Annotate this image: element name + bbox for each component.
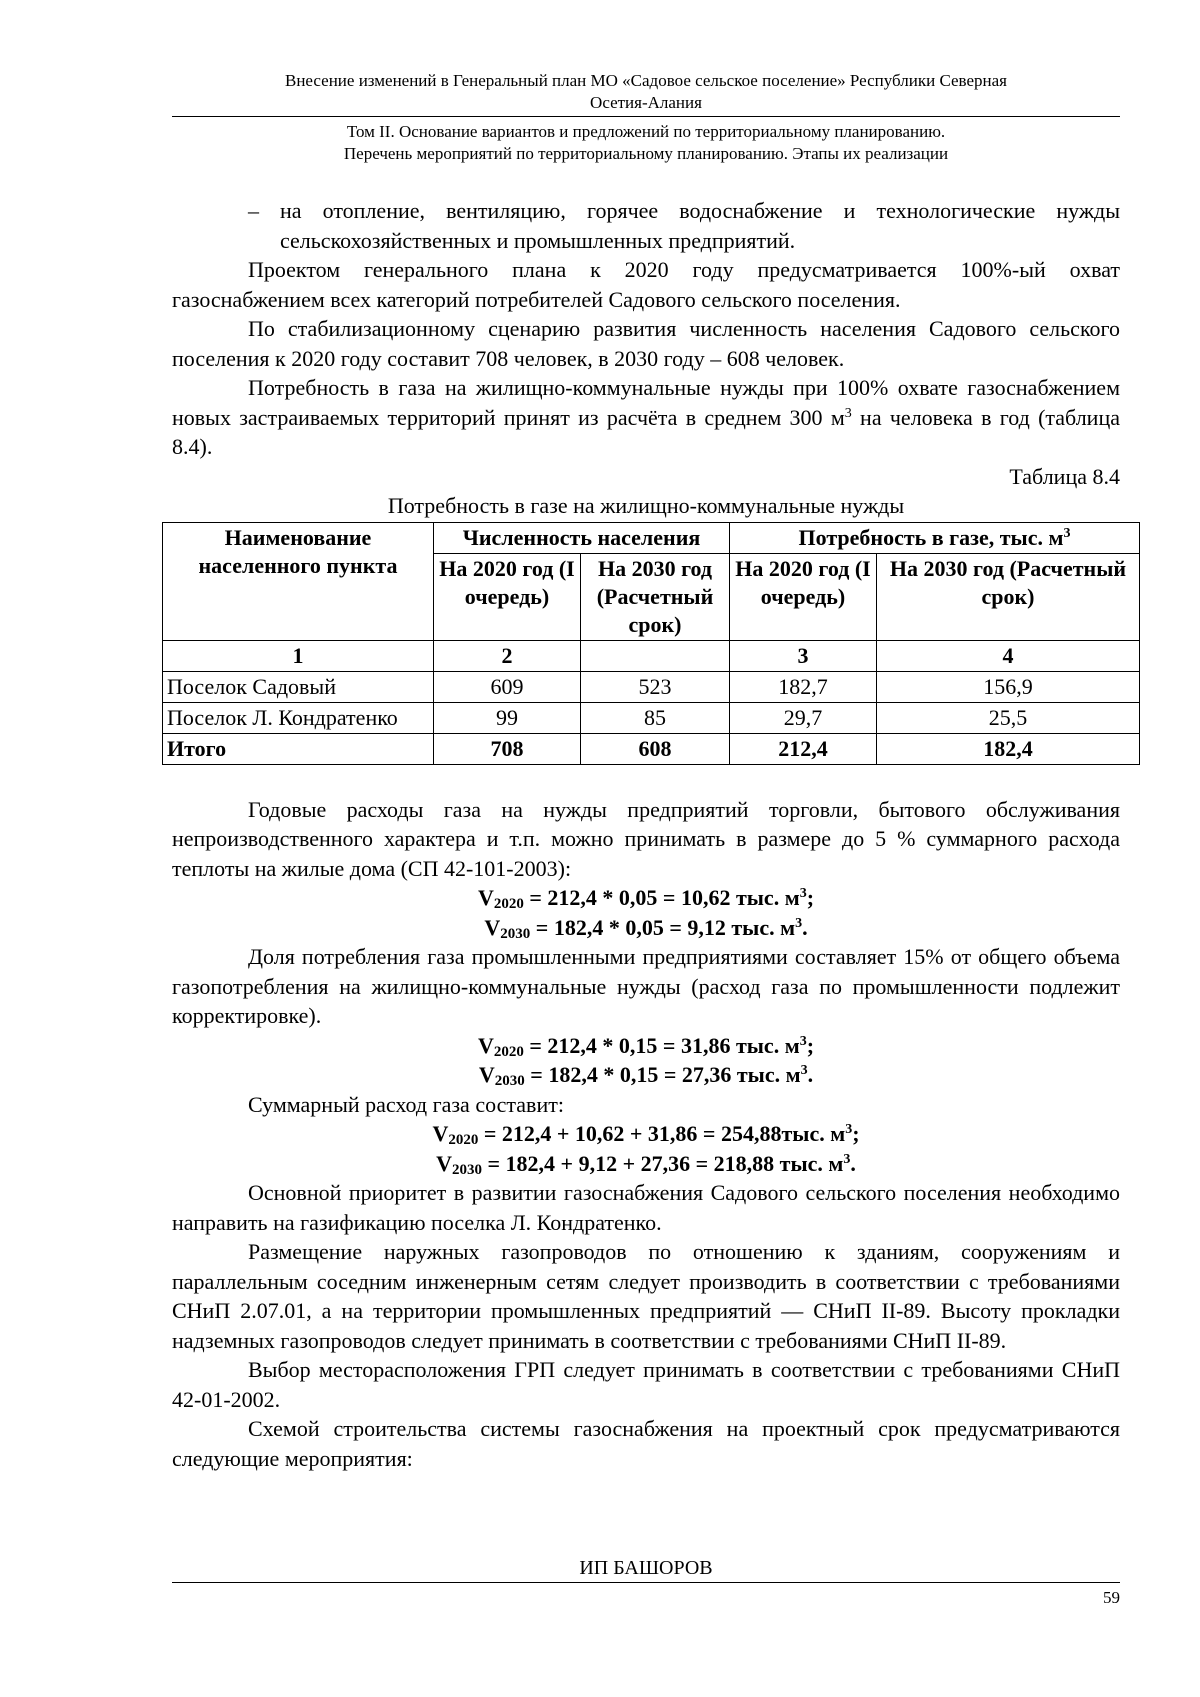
header-line-3: Том II. Основание вариантов и предложений по территориальному планированию. — [346, 122, 946, 141]
formula-5 — [172, 1119, 1120, 1149]
header-gas-2020: На 2020 год (I очередь) — [730, 553, 877, 640]
paragraph-3-sup: 3 — [844, 405, 852, 421]
table-cell: 156,9 — [877, 671, 1140, 702]
formula-sup: 3 — [800, 1063, 808, 1078]
formula-sup: 3 — [845, 1122, 853, 1137]
table-cell: 99 — [434, 702, 581, 733]
table-cell: 182,4 — [877, 733, 1140, 764]
table-total-row — [163, 733, 1140, 764]
table-cell: 609 — [434, 671, 581, 702]
table-cell: 85 — [581, 702, 730, 733]
formula-1 — [172, 883, 1120, 913]
table-row — [163, 671, 1140, 702]
paragraph-6: Суммарный расход газа составит: — [248, 1091, 564, 1117]
table-number-row — [163, 640, 1140, 671]
formula-6 — [172, 1149, 1120, 1179]
table-cell — [581, 640, 730, 671]
page-body — [167, 196, 1127, 1473]
formula-end: ; — [806, 1032, 815, 1058]
page-header — [172, 70, 1120, 165]
spacer — [172, 765, 1120, 795]
formula-var: V — [477, 1032, 494, 1058]
formula-expr: = 182,4 + 9,12 + 27,36 = 218,88 тыс. м — [482, 1150, 844, 1176]
formula-2 — [172, 913, 1120, 943]
page-footer — [172, 1556, 1120, 1583]
table-cell: 523 — [581, 671, 730, 702]
formula-sub: 2020 — [448, 1132, 479, 1148]
formula-var: V — [432, 1121, 449, 1146]
formula-sup: 3 — [799, 886, 807, 901]
formula-sub: 2030 — [494, 1073, 525, 1089]
formula-sup: 3 — [843, 1151, 851, 1167]
header-line-2: Осетия-Алания — [590, 93, 702, 112]
formula-expr: = 182,4 * 0,05 = 9,12 тыс. м — [530, 914, 796, 940]
table-cell: 1 — [163, 640, 434, 671]
paragraph-3-b: на человека в год (таблица 8.4). — [172, 404, 1120, 459]
header-gas-text: Потребность в газе, тыс. м — [798, 524, 1064, 550]
header-pop-2020: На 2020 год (I очередь) — [434, 553, 581, 640]
table-cell: 608 — [581, 733, 730, 764]
table-cell: 708 — [434, 733, 581, 764]
formula-end: . — [802, 914, 808, 940]
formula-expr: = 212,4 * 0,15 = 31,86 тыс. м — [523, 1032, 800, 1058]
page-number: 59 — [1103, 1588, 1120, 1607]
formula-sub: 2030 — [452, 1161, 482, 1178]
formula-4 — [172, 1060, 1120, 1090]
table-cell: 182,7 — [730, 671, 877, 702]
header-population: Численность населения — [434, 522, 730, 553]
gas-demand-table — [162, 522, 1140, 765]
formula-3 — [172, 1031, 1120, 1061]
formula-end: . — [807, 1062, 814, 1087]
paragraph-3 — [172, 373, 1120, 462]
header-gas-2030: На 2030 год (Расчетный срок) — [877, 553, 1140, 640]
formula-end: . — [850, 1150, 856, 1176]
table-cell: 25,5 — [877, 702, 1140, 733]
formula-var: V — [436, 1150, 452, 1176]
table-cell: 4 — [877, 640, 1140, 671]
footer-company: ИП БАШОРОВ — [172, 1556, 1120, 1583]
header-gas-sup: 3 — [1063, 525, 1071, 541]
table-row — [163, 702, 1140, 733]
formula-expr: = 182,4 * 0,15 = 27,36 тыс. м — [524, 1062, 801, 1087]
table-cell: 3 — [730, 640, 877, 671]
formula-var: V — [477, 885, 494, 910]
table-cell: Поселок Садовый — [163, 671, 434, 702]
formula-sub: 2020 — [493, 896, 524, 912]
dash-item-text: на отопление, вентиляцию, горячее водоснабжение и технологические нужды сельскохозяйственных и промышленных предприятий. — [280, 198, 1120, 253]
formula-end: ; — [806, 885, 815, 910]
paragraph-4: Годовые расходы газа на нужды предприятий торговли, бытового обслуживания непроизводственного характера и т.п. можно принимать в размере до 5 % суммарного расхода теплоты на жилые дома (СП 42-101-2003): — [172, 796, 1120, 881]
table-cell: 29,7 — [730, 702, 877, 733]
formula-var: V — [484, 914, 501, 940]
dash-list-item — [172, 196, 1120, 255]
paragraph-8: Размещение наружных газопроводов по отношению к зданиям, сооружениям и параллельным соседним инженерным сетям следует производить в соответствии с требованиями СНиП 2.07.01, а на территории промышленных предприятий — СНиП II-89. Высоту прокладки надземных газопроводов следует принимать в соответствии с требованиями СНиП II-89. — [172, 1239, 1120, 1353]
formula-expr: = 212,4 + 10,62 + 31,86 = 254,88тыс. м — [478, 1121, 846, 1146]
paragraph-10: Схемой строительства системы газоснабжения на проектный срок предусматриваются следующие мероприятия: — [172, 1416, 1120, 1471]
formula-sub: 2020 — [493, 1043, 524, 1060]
table-label: Таблица 8.4 — [1009, 463, 1120, 489]
header-line-1: Внесение изменений в Генеральный план МО «Садовое сельское поселение» Республики Северная — [285, 71, 1007, 90]
header-gas-demand — [730, 522, 1140, 553]
header-title — [172, 70, 1120, 117]
paragraph-9: Выбор месторасположения ГРП следует принимать в соответствии с требованиями СНиП 42-01-2002. — [172, 1357, 1120, 1412]
paragraph-7: Основной приоритет в развитии газоснабжения Садового сельского поселения необходимо направить на газификацию поселка Л. Кондратенко. — [172, 1180, 1120, 1235]
header-pop-2030: На 2030 год (Расчетный срок) — [581, 553, 730, 640]
paragraph-3-a: Потребность в газа на жилищно-коммунальные нужды при 100% охвате газоснабжением новых застраиваемых территорий принят из расчёта в среднем 300 м — [172, 375, 1120, 430]
formula-sub: 2030 — [500, 925, 531, 942]
table-caption: Потребность в газе на жилищно-коммунальные нужды — [387, 493, 905, 518]
table-cell: Итого — [163, 733, 434, 764]
formula-var: V — [478, 1062, 495, 1087]
formula-expr: = 212,4 * 0,05 = 10,62 тыс. м — [523, 885, 800, 910]
paragraph-2: По стабилизационному сценарию развития численность населения Садового сельского поселения к 2020 году составит 708 человек, в 2030 году – 608 человек. — [172, 316, 1120, 371]
table-cell: 212,4 — [730, 733, 877, 764]
header-name: Наименование населенного пункта — [163, 522, 434, 640]
formula-end: ; — [852, 1121, 860, 1146]
formula-sup: 3 — [799, 1033, 807, 1049]
header-subtitle — [172, 117, 1120, 165]
paragraph-1: Проектом генерального плана к 2020 году предусматривается 100%-ый охват газоснабжением всех категорий потребителей Садового сельского поселения. — [172, 257, 1120, 312]
formula-sup: 3 — [795, 915, 803, 931]
table-header-row-1 — [163, 522, 1140, 553]
table-cell: Поселок Л. Кондратенко — [163, 702, 434, 733]
dash-mark: – — [248, 198, 259, 223]
header-line-4: Перечень мероприятий по территориальному планированию. Этапы их реализации — [343, 144, 949, 163]
paragraph-5: Доля потребления газа промышленными предприятиями составляет 15% от общего объема газопотребления на жилищно-коммунальные нужды (расход газа по промышленности подлежит корректировке). — [172, 944, 1120, 1028]
table-cell: 2 — [434, 640, 581, 671]
